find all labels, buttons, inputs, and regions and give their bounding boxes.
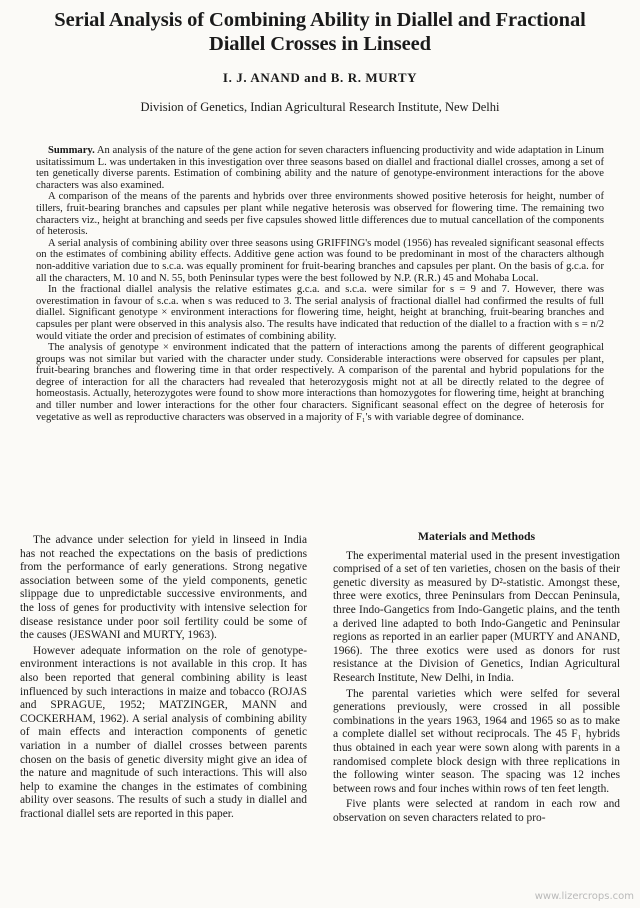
paper-page	[0, 8, 640, 908]
body-columns	[20, 530, 620, 827]
affiliation: Division of Genetics, Indian Agricultural Research Institute, New Delhi	[140, 100, 500, 114]
watermark: www.lizercrops.com	[534, 891, 634, 902]
right-column	[333, 530, 620, 827]
methods-paragraph-2: The parental varieties which were selfed for several generations previously, were crossed in all possible combinations in the years 1963, 1964 and 1965 so as to make a complete diallel set without reciprocals. The 45 F₁ hybrids thus obtained in each year were sown along with parents in a randomised complete block design with three replications in the following winter season. The spacing was 12 inches between rows and four inches within rows of ten feet length.	[333, 687, 620, 795]
title-line-1: Serial Analysis of Combining Ability in Diallel and Fractional	[54, 9, 586, 31]
summary-paragraph-5: The analysis of genotype × environment indicated that the pattern of interactions among the parents of different geographical groups was not similar but varied with the character under study. Considerable interactions were observed for capsules per plant, fruit-bearing branches and flowering time in that order respectively. A comparison of the parental and hybrid populations for the degree of interaction for all the characters had revealed that heterozygosis might not at all be directly related to the degree of homeostasis. Actually, heterozygotes were found to show more interactions than homozygotes for flowering time, height at branching and tiller number and lower interactions for the other four characters. Significant seasonal effect on the degree of heterosis for vegetative as well as reproductive characters was observed in a majority of F₁'s with variable degree of dominance.	[36, 342, 604, 423]
paper-title	[20, 8, 620, 56]
summary-paragraph-1	[36, 145, 604, 191]
title-line-2: Diallel Crosses in Linseed	[209, 33, 431, 55]
summary-p1-text: An analysis of the nature of the gene action for seven characters influencing productivity and wide adaptation in Linum usitatissimum L. was undertaken in this investigation over three seasons based on diallel and fractional diallel crosses, among a set of ten genetically diverse parents. Estimation of combining ability and the nature of genotype-environment interactions for the above characters was also examined.	[36, 145, 604, 191]
authors: I. J. ANAND and B. R. MURTY	[222, 70, 418, 85]
summary-paragraph-3: A serial analysis of combining ability over three seasons using GRIFFING's model (1956) has revealed significant seasonal effects on the estimates of combining ability effects. Additive gene action was found to be predominant in most of the characters although non-additive variation due to s.c.a. was equally prominent for fruit-bearing branches and capsules per plant. On the basis of g.c.a. for all the characters, M. 10 and N. 55, both Peninsular types were the best followed by N.P. (R.R.) 45 and Mohaba Local.	[36, 237, 604, 284]
summary-paragraph-4: In the fractional diallel analysis the relative estimates g.c.a. and s.c.a. were similar for s = 9 and 7. However, there was overestimation in favour of s.c.a. when s was reduced to 3. The serial analysis of fractional diallel had confirmed the results of full diallel. Significant genotype × environment interactions for flowering time, height, height at branching, fruit-bearing branches and capsules per plant were observed in this analysis also. The results have indicated that reduction of the diallel to a fraction with s = n/2 would vitiate the order and precision of estimates of combining ability.	[36, 284, 604, 342]
summary-block	[36, 145, 604, 423]
intro-paragraph-1: The advance under selection for yield in linseed in India has not reached the expectations on the basis of predictions from the performance of early generations. Strong negative association between some of the yield components, genetic slippage due to unpredictable successive environments, and the loss of genes for productivity with intensive selection for disease resistance under poor soil fertility could be some of the causes (JESWANI and MURTY, 1963).	[20, 534, 307, 642]
summary-label: Summary.	[48, 145, 95, 156]
left-column	[20, 530, 307, 827]
methods-paragraph-3: Five plants were selected at random in each row and observation on seven characters related to pro-	[333, 798, 620, 824]
intro-paragraph-2: However adequate information on the role of genotype-environment interactions is not available in this crop. It has also been reported that general combining ability is least influenced by such interactions in maize and tobacco (ROJAS and SPRAGUE, 1952; MATZINGER, MANN and COCKERHAM, 1962). A serial analysis of combining ability of main effects and interaction components of genetic variation in a number of diallel crosses between parents chosen on the basis of genetic diversity might give an idea of the nature and magnitude of such interactions. This will also help to examine the changes in the estimates of combining ability over seasons. The results of such a study in diallel and fractional diallel sets are reported in this paper.	[20, 644, 307, 820]
summary-paragraph-2: A comparison of the means of the parents and hybrids over three environments showed positive heterosis for height, number of tillers, fruit-bearing branches and capsules per plant while negative heterosis was observed for flowering time. The remaining two characters viz., height at branching and seeds per five capsules showed little differences due to mutual cancellation of the components of heterosis.	[36, 191, 604, 238]
section-heading-materials: Materials and Methods	[417, 529, 536, 543]
methods-paragraph-1: The experimental material used in the present investigation comprised of a set of ten varieties, chosen on the basis of their genetic diversity as measured by D²-statistic. Amongst these, three were exotics, three Peninsulars from Deccan Peninsula, three Indo-Gangetics from Indo-Gangetic plains, and the tenth a derived line adapted to both Indo-Gangetic and Peninsular regions as reported in an earlier paper (MURTY and ANAND, 1966). The three exotics were used as donors for rust resistance at the Division of Genetics, Indian Agricultural Research Institute, New Delhi, in India.	[333, 549, 620, 684]
